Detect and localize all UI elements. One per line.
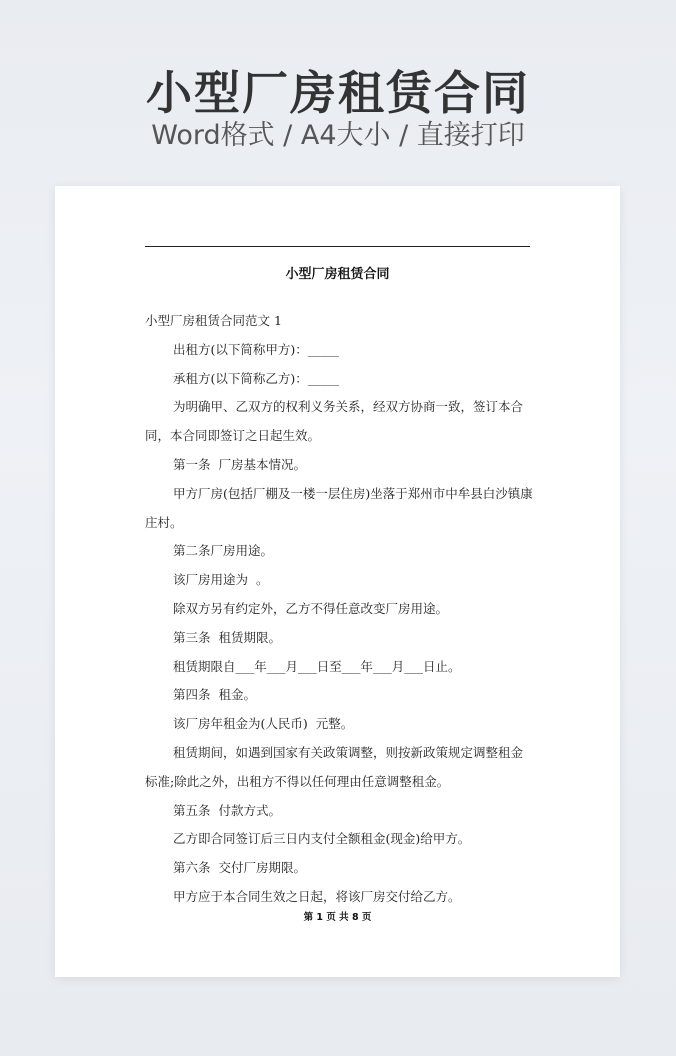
paragraph: 小型厂房租赁合同范文 1 — [145, 313, 282, 328]
paragraph: 租赁期限自___年___月___日至___年___月___日止。 — [173, 658, 461, 674]
document-body — [145, 307, 533, 912]
page-number-footer: 第 1 页 共 8 页 — [303, 912, 372, 923]
paragraph: 乙方即合同签订后三日内支付全额租金(现金)给甲方。 — [173, 831, 471, 847]
paragraph: 第四条 租金。 — [173, 687, 256, 703]
banner-title: 小型厂房租赁合同 — [146, 66, 530, 120]
paragraph: 第一条 厂房基本情况。 — [173, 456, 306, 472]
header-rule — [145, 246, 530, 247]
paragraph: 第五条 付款方式。 — [173, 802, 281, 818]
paragraph: 出租方(以下简称甲方)：_____ — [173, 341, 340, 357]
paragraph: 第二条厂房用途。 — [173, 543, 274, 559]
paragraph: 甲方厂房(包括厂棚及一楼一层住房)坐落于郑州市中牟县白沙镇康庄村。 — [145, 485, 533, 530]
paragraph: 为明确甲、乙双方的权利义务关系，经双方协商一致，签订本合同，本合同即签订之日起生效。 — [145, 399, 524, 444]
paragraph: 第六条 交付厂房期限。 — [173, 860, 306, 876]
paragraph: 甲方应于本合同生效之日起，将该厂房交付给乙方。 — [173, 888, 461, 904]
document-page — [55, 186, 620, 977]
paragraph: 租赁期间，如遇到国家有关政策调整，则按新政策规定调整租金标准;除此之外，出租方不得以任何理由任意调整租金。 — [145, 744, 524, 789]
paragraph: 承租方(以下简称乙方)：_____ — [173, 370, 340, 386]
banner-subtitle: Word格式 / A4大小 / 直接打印 — [151, 120, 525, 151]
paragraph: 除双方另有约定外，乙方不得任意改变厂房用途。 — [173, 600, 449, 616]
document-title: 小型厂房租赁合同 — [285, 267, 390, 282]
paragraph: 第三条 租赁期限。 — [173, 629, 281, 645]
paragraph: 该厂房年租金为(人民币) 元整。 — [173, 716, 354, 732]
paragraph: 该厂房用途为 。 — [173, 572, 269, 588]
